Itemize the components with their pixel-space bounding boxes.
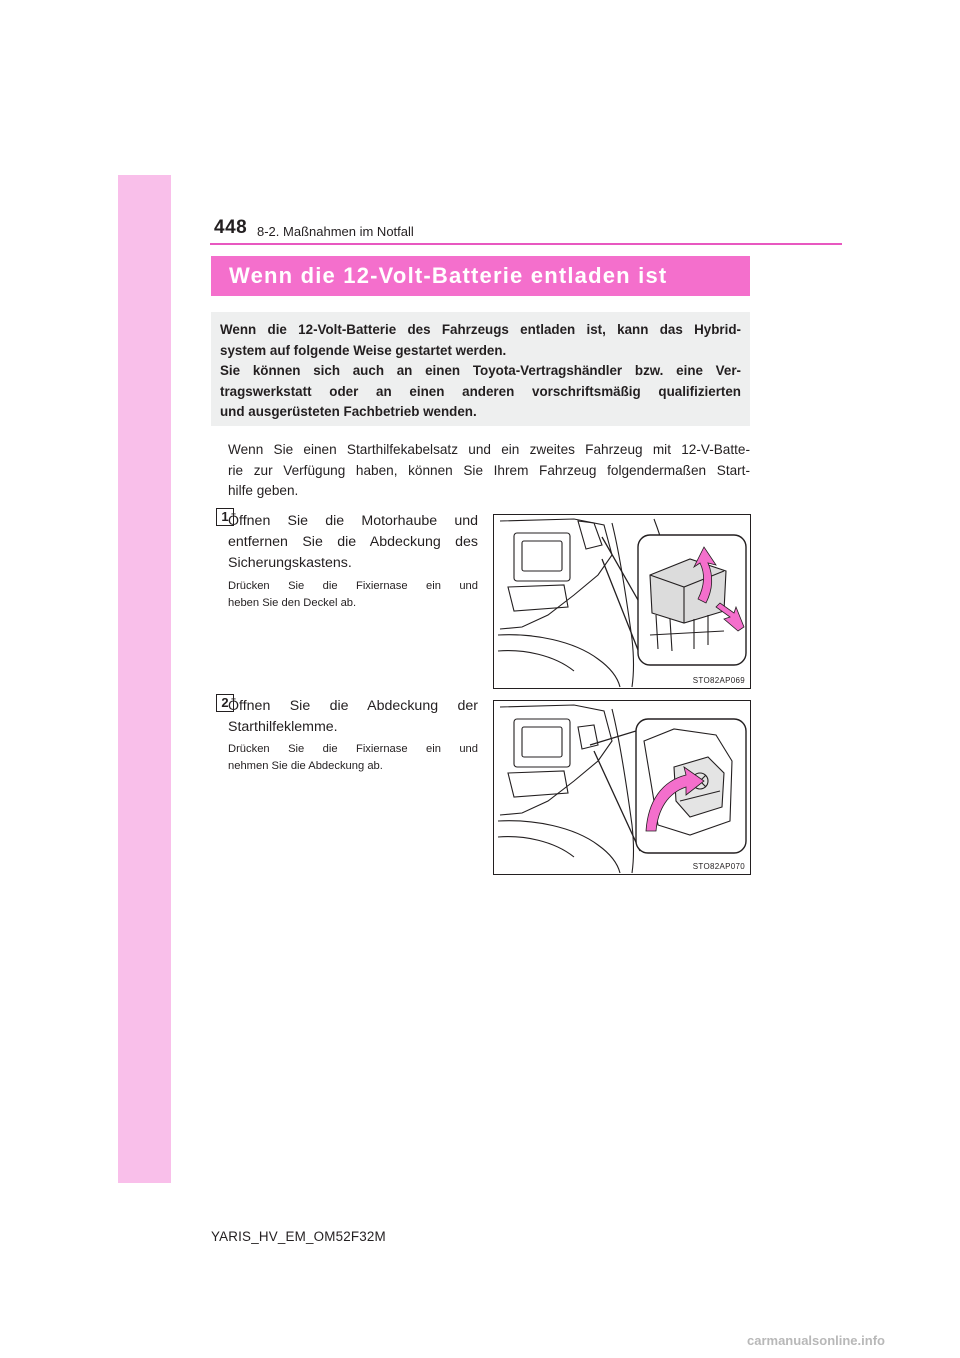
intro-line: Sie können sich auch an einen Toyota-Vertragshändler bzw. eine Ver- <box>220 363 741 378</box>
body-line: hilfe geben. <box>228 483 299 498</box>
figure-code: STO82AP069 <box>692 676 745 685</box>
intro-line: tragswerkstatt oder an einen anderen vorschriftsmäßig qualifizierten <box>220 383 741 399</box>
step-note <box>228 578 478 612</box>
section-breadcrumb: 8-2. Maßnahmen im Notfall <box>257 224 414 239</box>
jump-terminal-illustration <box>493 700 751 875</box>
step-title <box>228 696 478 738</box>
step-note <box>228 741 478 775</box>
engine-bay-drawing-2 <box>494 701 750 874</box>
intro-box <box>211 312 750 426</box>
section-title: Wenn die 12-Volt-Batterie entladen ist <box>211 256 750 296</box>
intro-line: und ausgerüsteten Fachbetrieb wenden. <box>220 404 477 419</box>
step-note-line: Drücken Sie die Fixiernase ein und <box>228 580 478 592</box>
body-line: rie zur Verfügung haben, können Sie Ihrem Fahrzeug folgendermaßen Start- <box>228 462 750 478</box>
step-title <box>228 511 478 574</box>
body-line: Wenn Sie einen Starthilfekabelsatz und ein zweites Fahrzeug mit 12-V-Batte- <box>228 442 750 457</box>
page-number: 448 <box>214 217 248 238</box>
document-code: YARIS_HV_EM_OM52F32M <box>211 1229 386 1244</box>
step-title-line: Öffnen Sie die Motorhaube und <box>228 513 478 529</box>
engine-bay-drawing-1 <box>494 515 750 688</box>
intro-line: system auf folgende Weise gestartet werden. <box>220 342 507 358</box>
step-title-line: Sicherungskastens. <box>228 555 352 571</box>
step-title-line: entfernen Sie die Abdeckung des <box>228 534 478 550</box>
body-paragraph <box>228 440 750 502</box>
fuse-box-illustration <box>493 514 751 689</box>
figure-code: STO82AP070 <box>692 862 745 871</box>
step-note-line: nehmen Sie die Abdeckung ab. <box>228 760 383 772</box>
step-title-line: Starthilfeklemme. <box>228 719 338 735</box>
watermark-text: carmanualsonline.info <box>747 1333 885 1348</box>
step-note-line: Drücken Sie die Fixiernase ein und <box>228 743 478 755</box>
chapter-tab-strip <box>118 175 171 1183</box>
step-title-line: Öffnen Sie die Abdeckung der <box>228 698 478 714</box>
header-divider <box>210 243 842 245</box>
intro-line: Wenn die 12-Volt-Batterie des Fahrzeugs entladen ist, kann das Hybrid- <box>220 322 741 337</box>
step-note-line: heben Sie den Deckel ab. <box>228 597 357 609</box>
step-number-badge: 2 <box>216 694 234 712</box>
step-number-badge: 1 <box>216 508 234 526</box>
